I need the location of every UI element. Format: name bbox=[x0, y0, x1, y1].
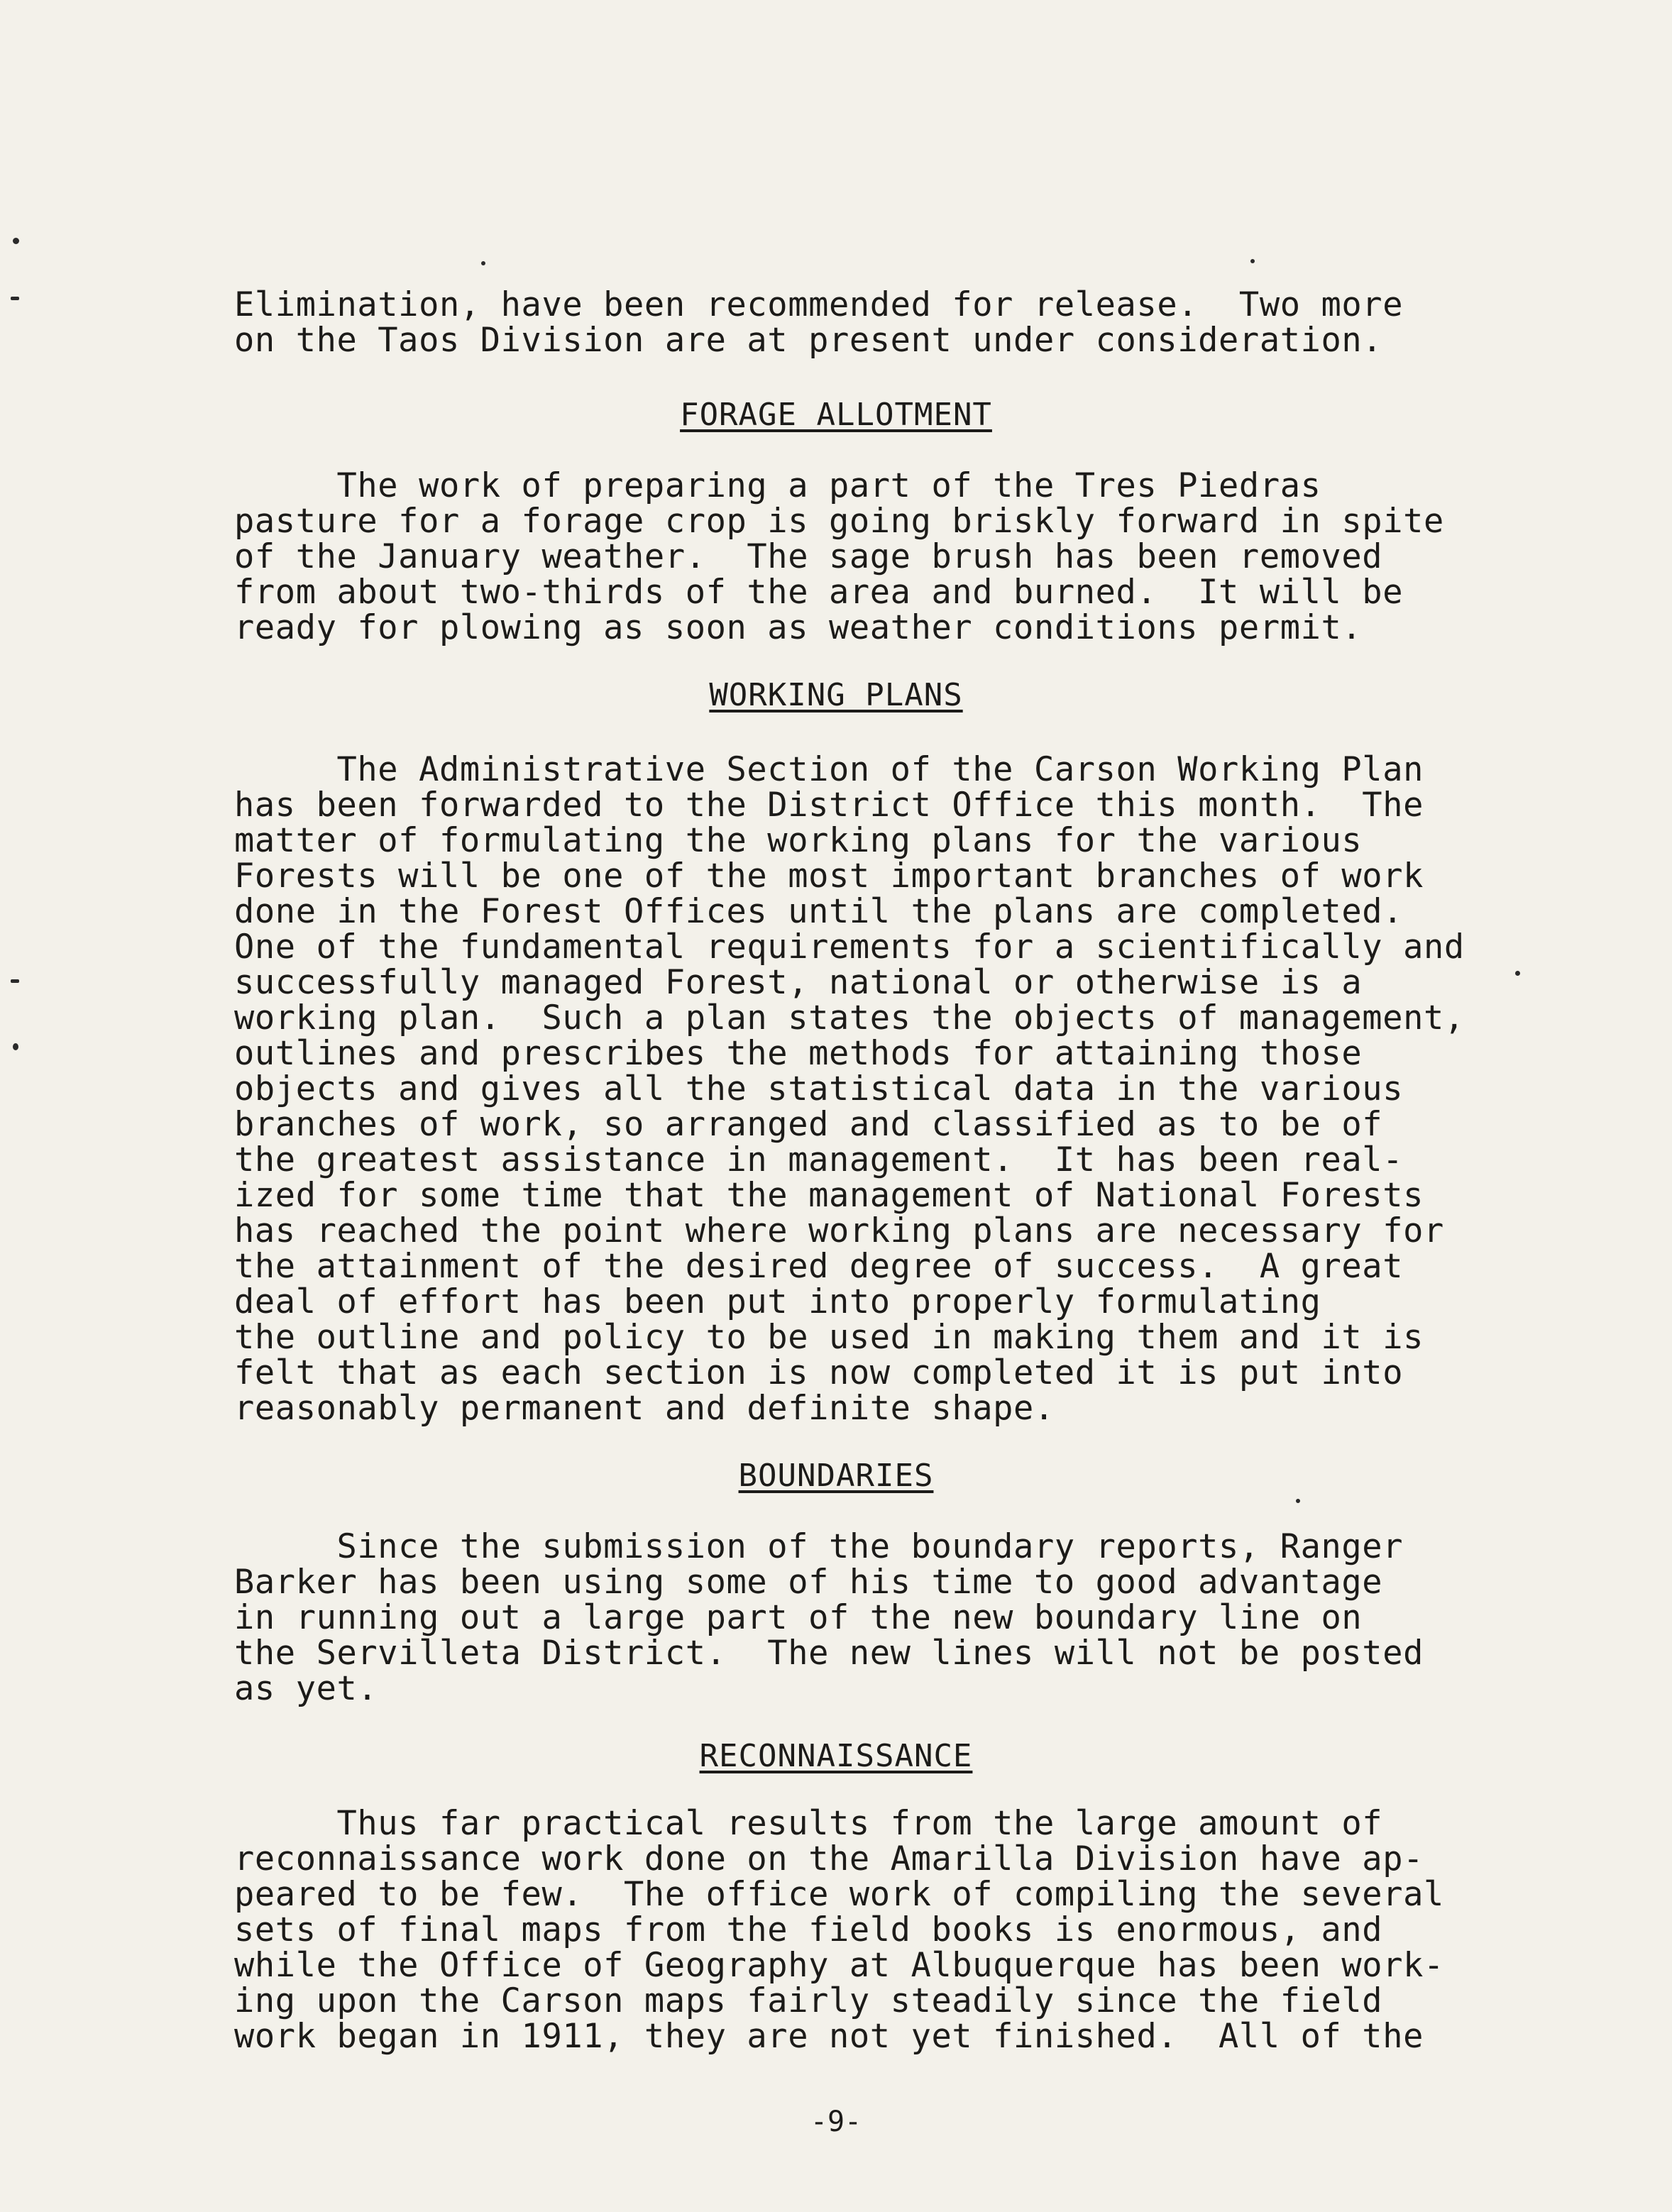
margin-speck bbox=[1250, 259, 1255, 263]
margin-speck bbox=[13, 238, 19, 244]
forage-line-3: of the January weather. The sage brush has been removed bbox=[234, 537, 1383, 576]
section-heading-forage-allotment: FORAGE ALLOTMENT bbox=[680, 397, 992, 433]
boundaries-line-4: the Servilleta District. The new lines will not be posted bbox=[234, 1634, 1424, 1673]
forage-line-5: ready for plowing as soon as weather conditions permit. bbox=[234, 608, 1363, 647]
working-plans-line-5: done in the Forest Offices until the plans are completed. bbox=[234, 892, 1404, 931]
working-plans-line-6: One of the fundamental requirements for a scientifically and bbox=[234, 928, 1465, 967]
boundaries-line-3: in running out a large part of the new boundary line on bbox=[234, 1598, 1363, 1637]
margin-speck bbox=[13, 1043, 18, 1050]
reconnaissance-line-2: reconnaissance work done on the Amarilla Division have ap- bbox=[234, 1839, 1424, 1878]
intro-line-1: Elimination, have been recommended for release. Two more bbox=[234, 285, 1404, 324]
margin-speck bbox=[1515, 971, 1520, 976]
reconnaissance-line-7: work began in 1911, they are not yet finished. All of the bbox=[234, 2017, 1424, 2056]
page-number: -9- bbox=[810, 2106, 862, 2138]
reconnaissance-line-1: Thus far practical results from the large amount of bbox=[234, 1804, 1383, 1843]
working-plans-line-4: Forests will be one of the most important branches of work bbox=[234, 857, 1424, 896]
reconnaissance-line-3: peared to be few. The office work of compiling the several bbox=[234, 1875, 1444, 1914]
forage-line-1: The work of preparing a part of the Tres Piedras bbox=[234, 466, 1321, 505]
boundaries-line-2: Barker has been using some of his time to good advantage bbox=[234, 1563, 1383, 1602]
working-plans-line-19: reasonably permanent and definite shape. bbox=[234, 1389, 1055, 1428]
margin-speck bbox=[11, 297, 19, 300]
working-plans-line-11: branches of work, so arranged and classified as to be of bbox=[234, 1105, 1383, 1144]
forage-line-2: pasture for a forage crop is going briskly forward in spite bbox=[234, 502, 1444, 541]
reconnaissance-line-5: while the Office of Geography at Albuquerque has been work- bbox=[234, 1946, 1444, 1985]
working-plans-line-12: the greatest assistance in management. It has been real- bbox=[234, 1140, 1404, 1179]
margin-speck bbox=[11, 979, 19, 983]
margin-speck bbox=[481, 261, 485, 265]
working-plans-line-14: has reached the point where working plans are necessary for bbox=[234, 1211, 1444, 1250]
working-plans-line-18: felt that as each section is now completed it is put into bbox=[234, 1353, 1404, 1392]
working-plans-line-1: The Administrative Section of the Carson Working Plan bbox=[234, 750, 1424, 789]
working-plans-line-2: has been forwarded to the District Office this month. The bbox=[234, 786, 1424, 825]
intro-line-2: on the Taos Division are at present under consideration. bbox=[234, 321, 1383, 360]
working-plans-line-7: successfully managed Forest, national or otherwise is a bbox=[234, 963, 1363, 1002]
section-heading-boundaries: BOUNDARIES bbox=[738, 1458, 934, 1494]
working-plans-line-10: objects and gives all the statistical data in the various bbox=[234, 1069, 1404, 1108]
forage-line-4: from about two-thirds of the area and burned. It will be bbox=[234, 573, 1404, 612]
working-plans-line-8: working plan. Such a plan states the objects of management, bbox=[234, 998, 1465, 1038]
working-plans-line-13: ized for some time that the management of National Forests bbox=[234, 1176, 1424, 1215]
working-plans-line-16: deal of effort has been put into properly formulating bbox=[234, 1282, 1321, 1321]
reconnaissance-line-6: ing upon the Carson maps fairly steadily since the field bbox=[234, 1981, 1383, 2020]
boundaries-line-5: as yet. bbox=[234, 1669, 378, 1708]
boundaries-line-1: Since the submission of the boundary reports, Ranger bbox=[234, 1527, 1404, 1566]
working-plans-line-3: matter of formulating the working plans for the various bbox=[234, 821, 1363, 860]
reconnaissance-line-4: sets of final maps from the field books is enormous, and bbox=[234, 1910, 1383, 1949]
working-plans-line-17: the outline and policy to be used in making them and it is bbox=[234, 1318, 1424, 1357]
section-heading-working-plans: WORKING PLANS bbox=[709, 677, 963, 713]
working-plans-line-9: outlines and prescribes the methods for attaining those bbox=[234, 1034, 1363, 1073]
margin-speck bbox=[1296, 1499, 1300, 1503]
section-heading-reconnaissance: RECONNAISSANCE bbox=[699, 1738, 973, 1774]
working-plans-line-15: the attainment of the desired degree of success. A great bbox=[234, 1247, 1404, 1286]
